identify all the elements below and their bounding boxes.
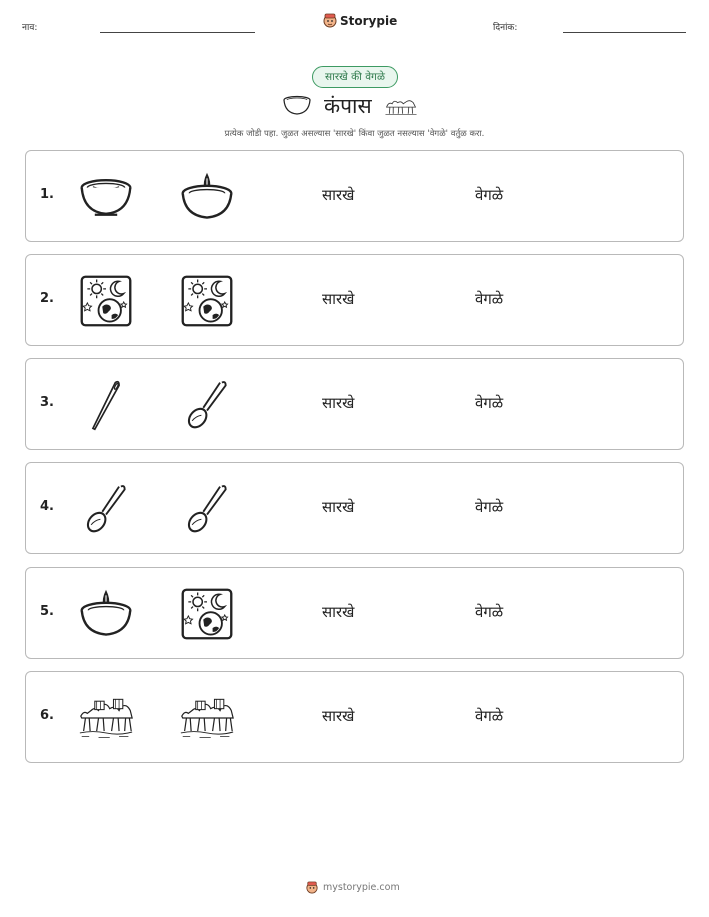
different-option[interactable]: वेगळे [475, 603, 504, 621]
camel-caravan-icon [179, 690, 235, 746]
bowl-icon [78, 169, 134, 225]
item-card [25, 567, 684, 659]
sun-moon-earth-icon [179, 586, 235, 642]
camel-caravan-icon [384, 96, 418, 116]
sun-moon-earth-icon [179, 273, 235, 329]
different-option[interactable]: वेगळे [475, 707, 504, 725]
storypie-mascot-icon [306, 881, 318, 894]
same-option[interactable]: सारखे [322, 290, 355, 308]
date-line[interactable] [563, 32, 686, 33]
different-option[interactable]: वेगळे [475, 394, 504, 412]
spoon-icon [179, 481, 235, 537]
item-number: 4. [40, 499, 54, 514]
needle-icon [78, 377, 134, 433]
brand-name: Storypie [340, 13, 398, 28]
date-label: दिनांक: [493, 23, 518, 33]
different-option[interactable]: वेगळे [475, 186, 504, 204]
name-line[interactable] [100, 32, 255, 33]
bowl-icon [282, 95, 312, 117]
different-option[interactable]: वेगळे [475, 290, 504, 308]
spoon-icon [78, 481, 134, 537]
item-number: 6. [40, 708, 54, 723]
diya-lamp-icon [179, 169, 235, 225]
storypie-mascot-icon [323, 13, 337, 28]
name-label: नाव: [22, 23, 38, 33]
brand-logo [323, 13, 397, 28]
item-number: 2. [40, 291, 54, 306]
spoon-icon [179, 377, 235, 433]
item-number: 3. [40, 395, 54, 410]
same-option[interactable]: सारखे [322, 394, 355, 412]
same-option[interactable]: सारखे [322, 707, 355, 725]
item-card [25, 254, 684, 346]
instructions: प्रत्येक जोडी पहा. जुळत असल्यास 'सारखे' किंवा जुळत नसल्यास 'वेगळे' वर्तुळ करा. [224, 129, 485, 139]
title-row [282, 92, 418, 120]
item-card [25, 150, 684, 242]
footer [306, 881, 400, 894]
same-option[interactable]: सारखे [322, 603, 355, 621]
item-card [25, 671, 684, 763]
activity-badge: सारखे की वेगळे [312, 66, 398, 88]
page-title: कंपास [324, 94, 372, 118]
item-number: 5. [40, 604, 54, 619]
same-option[interactable]: सारखे [322, 186, 355, 204]
footer-website[interactable]: mystorypie.com [323, 882, 400, 893]
camel-caravan-icon [78, 690, 134, 746]
diya-lamp-icon [78, 586, 134, 642]
item-card [25, 358, 684, 450]
sun-moon-earth-icon [78, 273, 134, 329]
item-card [25, 462, 684, 554]
item-number: 1. [40, 187, 54, 202]
same-option[interactable]: सारखे [322, 498, 355, 516]
different-option[interactable]: वेगळे [475, 498, 504, 516]
